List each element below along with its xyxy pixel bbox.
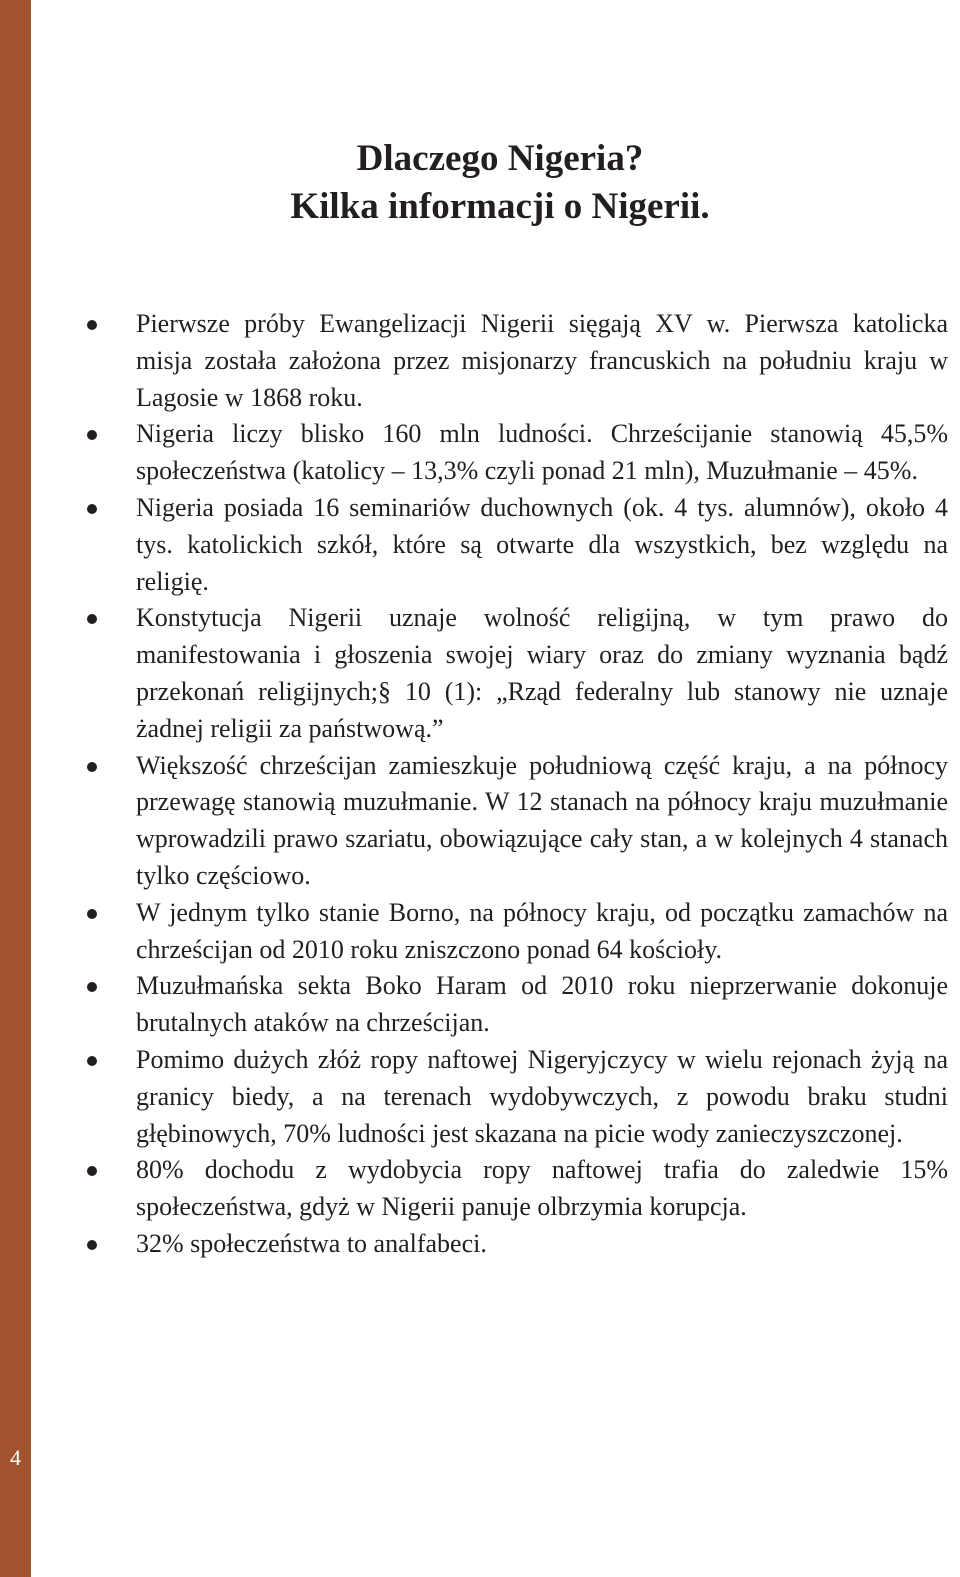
list-item (0, 1226, 960, 1263)
bullet-icon (87, 504, 97, 514)
list-item-text: 32% społeczeństwa to analfabeci. (136, 1228, 487, 1258)
bullet-icon (87, 614, 97, 624)
list-item-text: Nigeria liczy blisko 160 mln ludności. Chrześcijanie stanowią 45,5% społeczeństwa (katolicy – 13,3% czyli ponad 21 mln), Muzułmanie – 45%. (136, 419, 948, 486)
bullet-icon (87, 1166, 97, 1176)
list-item (0, 968, 960, 1042)
bullet-icon (87, 909, 97, 919)
bullet-icon (87, 430, 97, 440)
bullet-icon (87, 320, 97, 330)
bullet-icon (87, 1056, 97, 1066)
list-item-text: Muzułmańska sekta Boko Haram od 2010 roku nieprzerwanie dokonuje brutalnych ataków na chrześcijan. (136, 971, 948, 1038)
list-item-text: Większość chrześcijan zamieszkuje południową część kraju, a na północy przewagę stanowią muzułmanie. W 12 stanach na północy kraju muzułmanie wprowadzili prawo szariatu, obowiązujące cały stan, a w kolejnych 4 stanach tylko częściowo. (136, 750, 948, 890)
list-item (0, 748, 960, 895)
list-item-text: W jednym tylko stanie Borno, na północy kraju, od początku zamachów na chrześcijan od 2010 roku zniszczono ponad 64 kościoły. (136, 897, 948, 964)
bullet-icon (87, 762, 97, 772)
list-item (0, 1152, 960, 1226)
list-item (0, 416, 960, 490)
list-item-text: Pomimo dużych złóż ropy naftowej Nigeryjczycy w wielu rejonach żyją na granicy biedy, a na terenach wydobywczych, z powodu braku studni głębinowych, 70% ludności jest skazana na picie wody zanieczyszczonej. (136, 1044, 948, 1148)
list-item (0, 306, 960, 416)
list-item-text: 80% dochodu z wydobycia ropy naftowej trafia do zaledwie 15% społeczeństwa, gdyż w Nigerii panuje olbrzymia korupcja. (136, 1155, 948, 1222)
page-number: 4 (10, 1445, 21, 1470)
page-title-line-1: Dlaczego Nigeria? (356, 138, 644, 179)
list-item (0, 600, 960, 747)
page-title-line-2: Kilka informacji o Nigerii. (290, 186, 710, 227)
bullet-list (0, 306, 960, 1263)
list-item (0, 490, 960, 600)
list-item (0, 895, 960, 969)
list-item-text: Pierwsze próby Ewangelizacji Nigerii sięgają XV w. Pierwsza katolicka misja została założona przez misjonarzy francuskich na południu kraju w Lagosie w 1868 roku. (136, 309, 948, 412)
page-title (60, 135, 940, 231)
list-item-text: Nigeria posiada 16 seminariów duchownych (ok. 4 tys. alumnów), około 4 tys. katolickich szkół, które są otwarte dla wszystkich, bez względu na religię. (136, 492, 948, 596)
bullet-icon (87, 982, 97, 992)
bullet-icon (87, 1240, 97, 1250)
list-item-text: Konstytucja Nigerii uznaje wolność religijną, w tym prawo do manifestowania i głoszenia swojej wiary oraz do zmiany wyznania bądź przekonań religijnych;§ 10 (1): „Rząd federalny lub stanowy nie uznaje żadnej religii za państwową.” (136, 603, 948, 743)
list-item (0, 1042, 960, 1152)
